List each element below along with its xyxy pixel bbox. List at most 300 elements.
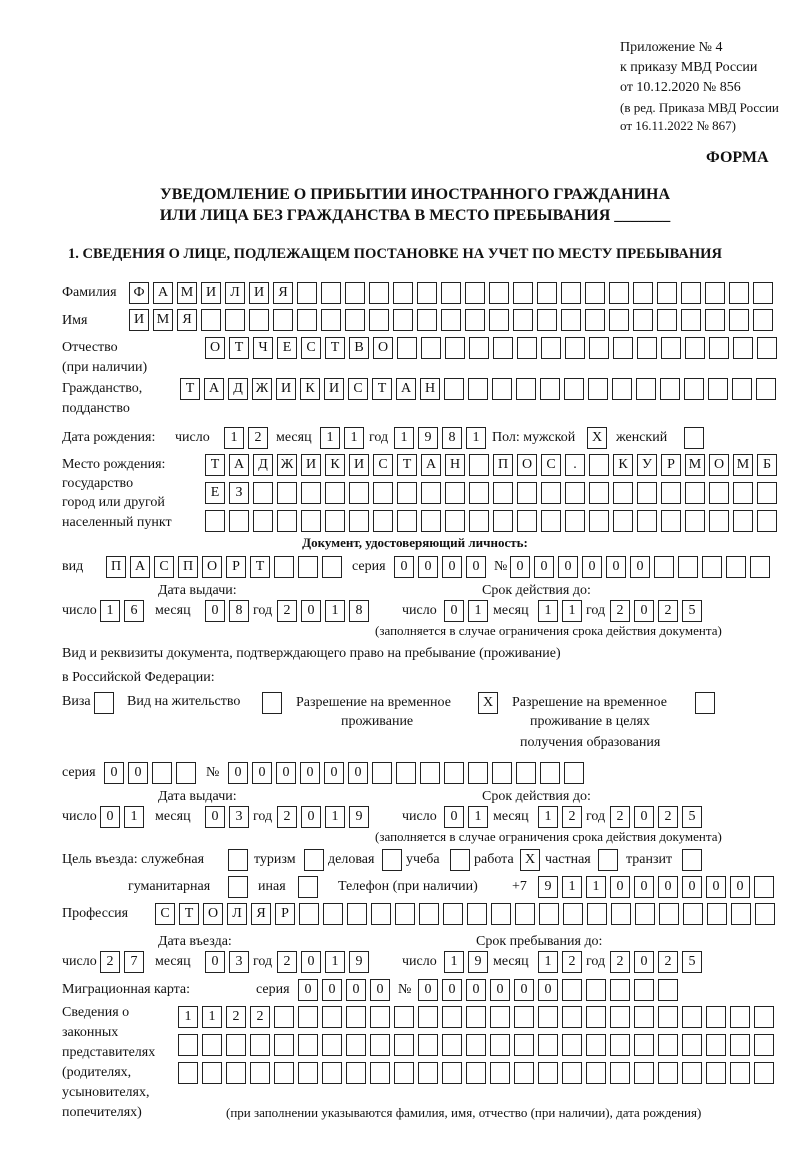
char-cell[interactable]	[225, 309, 245, 331]
char-cell[interactable]	[468, 378, 488, 400]
char-cell[interactable]	[492, 762, 512, 784]
char-cell[interactable]: Ч	[253, 337, 273, 359]
char-cell[interactable]: 0	[442, 979, 462, 1001]
char-cell[interactable]: 2	[658, 600, 678, 622]
char-cell[interactable]	[562, 1062, 582, 1084]
birth-place-row[interactable]	[205, 482, 777, 504]
char-cell[interactable]: 6	[124, 600, 144, 622]
char-cell[interactable]	[465, 282, 485, 304]
edu-residence-checkbox[interactable]	[695, 692, 715, 714]
char-cell[interactable]: О	[202, 556, 222, 578]
char-cell[interactable]	[301, 482, 321, 504]
char-cell[interactable]: 0	[682, 876, 702, 898]
char-cell[interactable]	[634, 1006, 654, 1028]
char-cell[interactable]: 1	[325, 951, 345, 973]
char-cell[interactable]: 0	[324, 762, 344, 784]
char-cell[interactable]: И	[129, 309, 149, 331]
char-cell[interactable]: З	[229, 482, 249, 504]
char-cell[interactable]: 5	[682, 600, 702, 622]
char-cell[interactable]: Н	[420, 378, 440, 400]
char-cell[interactable]	[562, 979, 582, 1001]
char-cell[interactable]: 0	[634, 876, 654, 898]
char-cell[interactable]: 0	[346, 979, 366, 1001]
char-cell[interactable]	[516, 762, 536, 784]
char-cell[interactable]: .	[565, 454, 585, 476]
stay-doc-issue-date-month-field[interactable]	[205, 806, 249, 828]
char-cell[interactable]: Т	[205, 454, 225, 476]
char-cell[interactable]	[609, 309, 629, 331]
doc-valid-date-day-field[interactable]	[444, 600, 488, 622]
char-cell[interactable]: 0	[301, 600, 321, 622]
char-cell[interactable]: 1	[344, 427, 364, 449]
char-cell[interactable]	[277, 482, 297, 504]
char-cell[interactable]	[346, 1034, 366, 1056]
char-cell[interactable]: Б	[757, 454, 777, 476]
char-cell[interactable]	[537, 309, 557, 331]
char-cell[interactable]: 0	[706, 876, 726, 898]
char-cell[interactable]: Л	[225, 282, 245, 304]
char-cell[interactable]	[445, 337, 465, 359]
char-cell[interactable]	[733, 482, 753, 504]
char-cell[interactable]	[514, 1006, 534, 1028]
char-cell[interactable]	[491, 903, 511, 925]
char-cell[interactable]: 8	[349, 600, 369, 622]
char-cell[interactable]	[611, 903, 631, 925]
char-cell[interactable]: 2	[277, 806, 297, 828]
char-cell[interactable]	[397, 482, 417, 504]
char-cell[interactable]	[467, 903, 487, 925]
char-cell[interactable]	[322, 1006, 342, 1028]
char-cell[interactable]	[421, 337, 441, 359]
char-cell[interactable]	[369, 309, 389, 331]
char-cell[interactable]	[685, 337, 705, 359]
char-cell[interactable]	[635, 903, 655, 925]
char-cell[interactable]: 9	[538, 876, 558, 898]
char-cell[interactable]	[418, 1034, 438, 1056]
char-cell[interactable]	[371, 903, 391, 925]
char-cell[interactable]: 0	[558, 556, 578, 578]
char-cell[interactable]	[369, 282, 389, 304]
char-cell[interactable]: 2	[658, 806, 678, 828]
char-cell[interactable]	[253, 510, 273, 532]
representatives-row[interactable]	[178, 1034, 774, 1056]
char-cell[interactable]: И	[249, 282, 269, 304]
char-cell[interactable]	[420, 762, 440, 784]
char-cell[interactable]	[373, 510, 393, 532]
char-cell[interactable]	[201, 309, 221, 331]
char-cell[interactable]: 2	[248, 427, 268, 449]
char-cell[interactable]: 2	[658, 951, 678, 973]
char-cell[interactable]	[753, 309, 773, 331]
char-cell[interactable]	[493, 510, 513, 532]
char-cell[interactable]	[540, 378, 560, 400]
char-cell[interactable]	[202, 1034, 222, 1056]
char-cell[interactable]	[562, 1034, 582, 1056]
char-cell[interactable]: 0	[298, 979, 318, 1001]
char-cell[interactable]: В	[349, 337, 369, 359]
char-cell[interactable]	[588, 378, 608, 400]
char-cell[interactable]	[442, 1062, 462, 1084]
char-cell[interactable]	[229, 510, 249, 532]
char-cell[interactable]	[633, 282, 653, 304]
char-cell[interactable]: Я	[251, 903, 271, 925]
char-cell[interactable]	[634, 1062, 654, 1084]
phone-field[interactable]	[538, 876, 774, 898]
purpose-work-checkbox[interactable]	[520, 849, 540, 871]
doc-kind-field[interactable]	[106, 556, 342, 578]
char-cell[interactable]	[756, 378, 776, 400]
char-cell[interactable]: 3	[229, 806, 249, 828]
char-cell[interactable]: 1	[325, 806, 345, 828]
char-cell[interactable]	[490, 1006, 510, 1028]
char-cell[interactable]: 0	[730, 876, 750, 898]
char-cell[interactable]	[586, 979, 606, 1001]
checkbox-cell[interactable]	[684, 427, 704, 449]
char-cell[interactable]: Т	[325, 337, 345, 359]
char-cell[interactable]	[563, 903, 583, 925]
char-cell[interactable]: 1	[224, 427, 244, 449]
char-cell[interactable]: И	[349, 454, 369, 476]
char-cell[interactable]	[178, 1062, 198, 1084]
char-cell[interactable]: П	[106, 556, 126, 578]
char-cell[interactable]: И	[324, 378, 344, 400]
char-cell[interactable]: Ж	[277, 454, 297, 476]
char-cell[interactable]: 1	[468, 806, 488, 828]
char-cell[interactable]	[636, 378, 656, 400]
char-cell[interactable]: 2	[610, 951, 630, 973]
char-cell[interactable]	[321, 309, 341, 331]
char-cell[interactable]	[589, 337, 609, 359]
char-cell[interactable]	[418, 1062, 438, 1084]
char-cell[interactable]: У	[637, 454, 657, 476]
char-cell[interactable]	[347, 903, 367, 925]
entry-date-day-field[interactable]	[100, 951, 144, 973]
stay-doc-valid-date-day-field[interactable]	[444, 806, 488, 828]
char-cell[interactable]: Т	[179, 903, 199, 925]
char-cell[interactable]	[706, 1062, 726, 1084]
char-cell[interactable]: 8	[229, 600, 249, 622]
char-cell[interactable]: 0	[418, 556, 438, 578]
char-cell[interactable]	[513, 309, 533, 331]
char-cell[interactable]: Т	[250, 556, 270, 578]
char-cell[interactable]	[395, 903, 415, 925]
checkbox-cell[interactable]	[298, 876, 318, 898]
visa-checkbox[interactable]	[94, 692, 114, 714]
char-cell[interactable]	[205, 510, 225, 532]
checkbox-cell[interactable]	[304, 849, 324, 871]
char-cell[interactable]	[298, 556, 318, 578]
surname-field[interactable]	[129, 282, 773, 304]
char-cell[interactable]: О	[709, 454, 729, 476]
char-cell[interactable]: Р	[226, 556, 246, 578]
char-cell[interactable]: А	[153, 282, 173, 304]
char-cell[interactable]	[610, 979, 630, 1001]
char-cell[interactable]: 0	[538, 979, 558, 1001]
purpose-transit-checkbox[interactable]	[682, 849, 702, 871]
char-cell[interactable]	[419, 903, 439, 925]
stay-until-date-year-field[interactable]	[610, 951, 702, 973]
entry-date-year-field[interactable]	[277, 951, 369, 973]
char-cell[interactable]	[707, 903, 727, 925]
char-cell[interactable]	[466, 1006, 486, 1028]
char-cell[interactable]: 1	[468, 600, 488, 622]
char-cell[interactable]	[538, 1034, 558, 1056]
char-cell[interactable]: 0	[534, 556, 554, 578]
char-cell[interactable]: 1	[538, 806, 558, 828]
char-cell[interactable]: 9	[349, 951, 369, 973]
char-cell[interactable]	[613, 482, 633, 504]
char-cell[interactable]	[613, 337, 633, 359]
char-cell[interactable]: А	[130, 556, 150, 578]
char-cell[interactable]: 1	[178, 1006, 198, 1028]
char-cell[interactable]: Ф	[129, 282, 149, 304]
char-cell[interactable]: М	[733, 454, 753, 476]
char-cell[interactable]: Е	[205, 482, 225, 504]
char-cell[interactable]	[444, 762, 464, 784]
stay-doc-number-field[interactable]	[228, 762, 584, 784]
char-cell[interactable]	[468, 762, 488, 784]
char-cell[interactable]	[750, 556, 770, 578]
char-cell[interactable]	[705, 309, 725, 331]
char-cell[interactable]	[176, 762, 196, 784]
char-cell[interactable]	[152, 762, 172, 784]
char-cell[interactable]	[682, 1006, 702, 1028]
purpose-other-checkbox[interactable]	[298, 876, 318, 898]
char-cell[interactable]	[493, 482, 513, 504]
char-cell[interactable]	[322, 1034, 342, 1056]
char-cell[interactable]	[589, 510, 609, 532]
char-cell[interactable]: 0	[634, 600, 654, 622]
char-cell[interactable]	[274, 556, 294, 578]
char-cell[interactable]	[202, 1062, 222, 1084]
char-cell[interactable]: И	[201, 282, 221, 304]
char-cell[interactable]	[658, 1062, 678, 1084]
char-cell[interactable]	[729, 282, 749, 304]
char-cell[interactable]: 0	[514, 979, 534, 1001]
char-cell[interactable]	[537, 282, 557, 304]
char-cell[interactable]	[634, 1034, 654, 1056]
char-cell[interactable]: С	[541, 454, 561, 476]
doc-valid-date-month-field[interactable]	[538, 600, 582, 622]
char-cell[interactable]	[661, 510, 681, 532]
char-cell[interactable]	[492, 378, 512, 400]
char-cell[interactable]	[708, 378, 728, 400]
char-cell[interactable]	[657, 309, 677, 331]
char-cell[interactable]	[345, 282, 365, 304]
char-cell[interactable]	[298, 1006, 318, 1028]
checkbox-cell[interactable]	[94, 692, 114, 714]
char-cell[interactable]	[564, 378, 584, 400]
char-cell[interactable]	[585, 282, 605, 304]
char-cell[interactable]: Т	[229, 337, 249, 359]
char-cell[interactable]: 0	[510, 556, 530, 578]
char-cell[interactable]: Р	[275, 903, 295, 925]
char-cell[interactable]	[349, 510, 369, 532]
char-cell[interactable]: И	[276, 378, 296, 400]
char-cell[interactable]	[250, 1034, 270, 1056]
checkbox-cell[interactable]	[682, 849, 702, 871]
char-cell[interactable]	[726, 556, 746, 578]
char-cell[interactable]	[753, 282, 773, 304]
doc-issue-date-month-field[interactable]	[205, 600, 249, 622]
char-cell[interactable]: М	[685, 454, 705, 476]
char-cell[interactable]: А	[421, 454, 441, 476]
char-cell[interactable]	[442, 1034, 462, 1056]
entry-date-month-field[interactable]	[205, 951, 249, 973]
char-cell[interactable]	[754, 876, 774, 898]
char-cell[interactable]	[517, 337, 537, 359]
char-cell[interactable]: А	[229, 454, 249, 476]
char-cell[interactable]: Я	[177, 309, 197, 331]
char-cell[interactable]	[637, 337, 657, 359]
birth-place-row[interactable]	[205, 454, 777, 476]
char-cell[interactable]	[637, 510, 657, 532]
char-cell[interactable]	[490, 1034, 510, 1056]
char-cell[interactable]: 1	[562, 876, 582, 898]
checkbox-cell[interactable]	[598, 849, 618, 871]
char-cell[interactable]	[754, 1062, 774, 1084]
char-cell[interactable]	[397, 337, 417, 359]
doc-issue-date-year-field[interactable]	[277, 600, 369, 622]
char-cell[interactable]: 0	[606, 556, 626, 578]
char-cell[interactable]	[370, 1006, 390, 1028]
char-cell[interactable]: Н	[445, 454, 465, 476]
char-cell[interactable]	[586, 1034, 606, 1056]
char-cell[interactable]	[322, 1062, 342, 1084]
char-cell[interactable]	[565, 482, 585, 504]
char-cell[interactable]	[299, 903, 319, 925]
char-cell[interactable]: 0	[205, 806, 225, 828]
char-cell[interactable]	[323, 903, 343, 925]
char-cell[interactable]	[754, 1006, 774, 1028]
char-cell[interactable]	[517, 482, 537, 504]
char-cell[interactable]	[705, 282, 725, 304]
char-cell[interactable]: 0	[370, 979, 390, 1001]
char-cell[interactable]: 0	[128, 762, 148, 784]
char-cell[interactable]	[733, 337, 753, 359]
char-cell[interactable]	[541, 510, 561, 532]
char-cell[interactable]: О	[205, 337, 225, 359]
char-cell[interactable]: 2	[277, 600, 297, 622]
char-cell[interactable]	[417, 282, 437, 304]
char-cell[interactable]: 1	[562, 600, 582, 622]
char-cell[interactable]	[660, 378, 680, 400]
char-cell[interactable]	[321, 282, 341, 304]
char-cell[interactable]: О	[203, 903, 223, 925]
char-cell[interactable]	[345, 309, 365, 331]
birth-day-field[interactable]	[224, 427, 268, 449]
char-cell[interactable]	[274, 1062, 294, 1084]
char-cell[interactable]: 5	[682, 806, 702, 828]
char-cell[interactable]: 1	[320, 427, 340, 449]
char-cell[interactable]	[757, 482, 777, 504]
char-cell[interactable]	[514, 1034, 534, 1056]
char-cell[interactable]	[466, 1062, 486, 1084]
checkbox-cell[interactable]: X	[587, 427, 607, 449]
char-cell[interactable]	[469, 482, 489, 504]
doc-series-field[interactable]	[394, 556, 486, 578]
char-cell[interactable]: П	[493, 454, 513, 476]
char-cell[interactable]	[469, 510, 489, 532]
char-cell[interactable]: 7	[124, 951, 144, 973]
profession-field[interactable]	[155, 903, 775, 925]
char-cell[interactable]	[370, 1034, 390, 1056]
checkbox-cell[interactable]	[695, 692, 715, 714]
char-cell[interactable]: 0	[252, 762, 272, 784]
char-cell[interactable]	[301, 510, 321, 532]
char-cell[interactable]	[297, 309, 317, 331]
char-cell[interactable]	[226, 1062, 246, 1084]
char-cell[interactable]	[298, 1034, 318, 1056]
char-cell[interactable]	[253, 482, 273, 504]
char-cell[interactable]	[539, 903, 559, 925]
char-cell[interactable]	[394, 1034, 414, 1056]
char-cell[interactable]	[755, 903, 775, 925]
char-cell[interactable]	[373, 482, 393, 504]
char-cell[interactable]	[394, 1062, 414, 1084]
char-cell[interactable]: 0	[444, 806, 464, 828]
char-cell[interactable]	[586, 1062, 606, 1084]
char-cell[interactable]	[661, 337, 681, 359]
char-cell[interactable]	[658, 1006, 678, 1028]
char-cell[interactable]	[684, 378, 704, 400]
char-cell[interactable]	[277, 510, 297, 532]
char-cell[interactable]: 2	[610, 600, 630, 622]
char-cell[interactable]	[490, 1062, 510, 1084]
char-cell[interactable]: М	[177, 282, 197, 304]
char-cell[interactable]: 9	[418, 427, 438, 449]
char-cell[interactable]	[682, 1062, 702, 1084]
char-cell[interactable]: Л	[227, 903, 247, 925]
char-cell[interactable]: С	[154, 556, 174, 578]
birth-month-field[interactable]	[320, 427, 364, 449]
purpose-official-checkbox[interactable]	[228, 849, 248, 871]
char-cell[interactable]: 0	[466, 556, 486, 578]
char-cell[interactable]	[678, 556, 698, 578]
char-cell[interactable]: 0	[466, 979, 486, 1001]
char-cell[interactable]	[514, 1062, 534, 1084]
char-cell[interactable]	[274, 1034, 294, 1056]
char-cell[interactable]	[538, 1062, 558, 1084]
char-cell[interactable]	[273, 309, 293, 331]
char-cell[interactable]	[250, 1062, 270, 1084]
char-cell[interactable]	[322, 556, 342, 578]
char-cell[interactable]	[513, 282, 533, 304]
char-cell[interactable]: 9	[349, 806, 369, 828]
char-cell[interactable]: 1	[586, 876, 606, 898]
patronymic-field[interactable]	[205, 337, 777, 359]
char-cell[interactable]	[658, 979, 678, 1001]
char-cell[interactable]	[397, 510, 417, 532]
stay-doc-issue-date-year-field[interactable]	[277, 806, 369, 828]
char-cell[interactable]: Д	[228, 378, 248, 400]
char-cell[interactable]: И	[301, 454, 321, 476]
char-cell[interactable]: 1	[100, 600, 120, 622]
char-cell[interactable]: 0	[300, 762, 320, 784]
checkbox-cell[interactable]: X	[478, 692, 498, 714]
checkbox-cell[interactable]	[262, 692, 282, 714]
char-cell[interactable]: 1	[202, 1006, 222, 1028]
representatives-row[interactable]	[178, 1062, 774, 1084]
doc-valid-date-year-field[interactable]	[610, 600, 702, 622]
char-cell[interactable]: 0	[276, 762, 296, 784]
char-cell[interactable]	[516, 378, 536, 400]
char-cell[interactable]	[612, 378, 632, 400]
char-cell[interactable]	[565, 337, 585, 359]
char-cell[interactable]: М	[153, 309, 173, 331]
char-cell[interactable]: 3	[229, 951, 249, 973]
char-cell[interactable]	[613, 510, 633, 532]
